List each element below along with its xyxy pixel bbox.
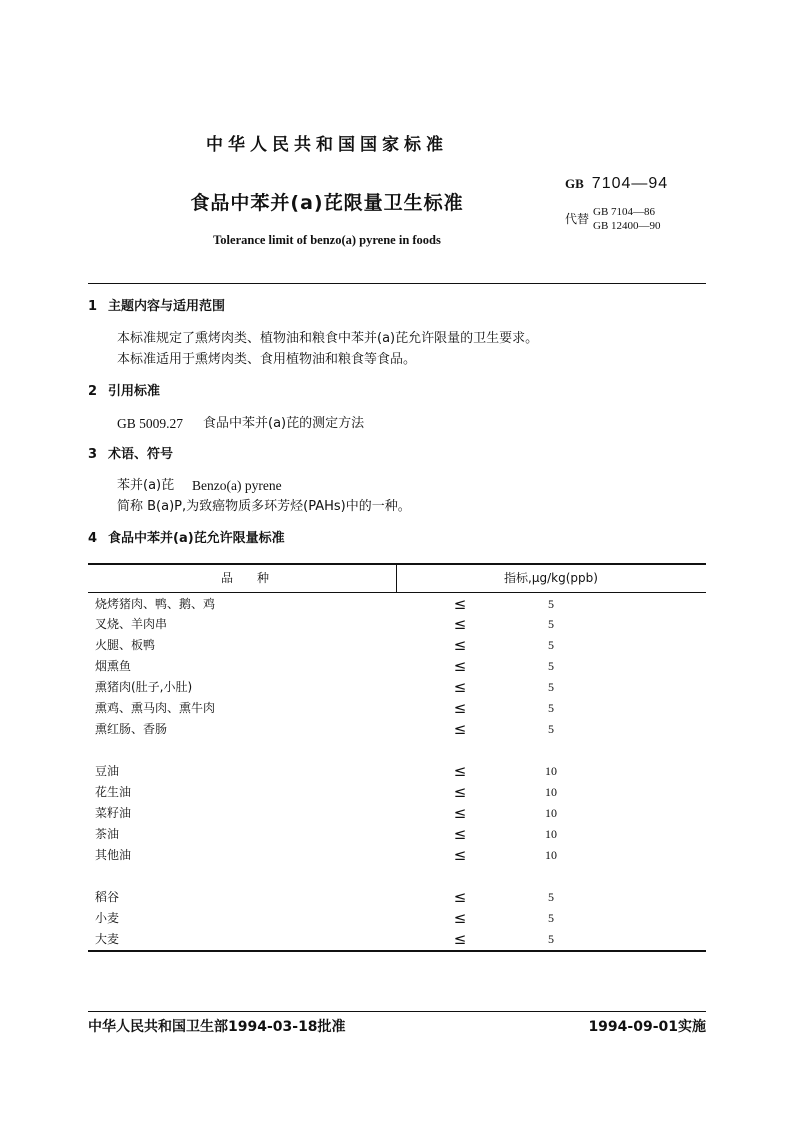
approval-date: 中华人民共和国卫生部1994-03-18批准: [88, 1019, 346, 1035]
section-number: 3: [88, 447, 98, 462]
section-number: 4: [88, 531, 98, 546]
table-row: [88, 678, 706, 696]
operator: ≤: [453, 783, 467, 801]
term-definition: 简称 B(a)P,为致癌物质多环芳烃(PAHs)中的一种。: [117, 499, 411, 514]
table-row: [88, 699, 706, 717]
replaces-label: 代替: [565, 212, 590, 226]
limit-value: 5: [548, 932, 554, 946]
section-number: 2: [88, 384, 98, 399]
paragraph: 本标准适用于熏烤肉类、食用植物油和粮食等食品。: [117, 352, 417, 367]
operator: ≤: [453, 825, 467, 843]
table-row: [88, 909, 706, 927]
item-name: 茶油: [95, 827, 120, 841]
item-name: 稻谷: [95, 890, 120, 904]
document-title-cn: 食品中苯并(a)芘限量卫生标准: [190, 192, 464, 214]
item-name: 菜籽油: [95, 806, 132, 820]
operator: ≤: [453, 699, 467, 717]
operator: ≤: [453, 846, 467, 864]
term-chinese: 苯并(a)芘: [117, 478, 175, 493]
item-name: 其他油: [95, 848, 132, 862]
table-row: [88, 657, 706, 675]
replaces-standard: GB 7104—86: [593, 206, 656, 218]
standard-code-prefix: GB: [565, 176, 584, 191]
national-standard-heading: 中华人民共和国国家标准: [206, 135, 448, 155]
limit-value: 5: [548, 722, 554, 736]
item-name: 豆油: [95, 764, 120, 778]
table-header-border: [88, 592, 706, 593]
limit-value: 10: [545, 764, 557, 778]
section-heading: 食品中苯并(a)芘允许限量标准: [108, 531, 285, 546]
item-name: 火腿、板鸭: [95, 638, 156, 652]
operator: ≤: [453, 762, 467, 780]
table-row: [88, 846, 706, 864]
limit-value: 10: [545, 806, 557, 820]
operator: ≤: [453, 615, 467, 633]
operator: ≤: [453, 888, 467, 906]
section-number: 1: [88, 299, 98, 314]
operator: ≤: [453, 909, 467, 927]
table-top-border: [88, 563, 706, 565]
item-name: 小麦: [95, 911, 120, 925]
table-column-divider: [396, 563, 397, 592]
table-row: [88, 783, 706, 801]
limit-value: 5: [548, 617, 554, 631]
operator: ≤: [453, 657, 467, 675]
reference-title: 食品中苯并(a)芘的测定方法: [203, 416, 365, 431]
operator: ≤: [453, 595, 467, 613]
item-name: 花生油: [95, 785, 132, 799]
item-name: 烧烤猪肉、鸭、鹅、鸡: [95, 597, 216, 611]
paragraph: 本标准规定了熏烤肉类、植物油和粮食中苯并(a)芘允许限量的卫生要求。: [117, 331, 539, 346]
operator: ≤: [453, 930, 467, 948]
table-row: [88, 595, 706, 613]
limit-value: 5: [548, 597, 554, 611]
limit-value: 5: [548, 701, 554, 715]
operator: ≤: [453, 678, 467, 696]
limit-value: 5: [548, 680, 554, 694]
table-row: [88, 930, 706, 948]
header-divider: [88, 283, 706, 284]
operator: ≤: [453, 636, 467, 654]
footer-divider: [88, 1011, 706, 1012]
standard-code-number: 7104—94: [591, 175, 669, 192]
limit-value: 5: [548, 638, 554, 652]
replaces-standard: GB 12400—90: [593, 220, 661, 232]
table-row: [88, 888, 706, 906]
document-title-en: Tolerance limit of benzo(a) pyrene in foods: [213, 233, 441, 247]
operator: ≤: [453, 804, 467, 822]
item-name: 大麦: [95, 932, 120, 946]
table-row: [88, 720, 706, 738]
item-name: 烟熏鱼: [95, 659, 132, 673]
item-name: 叉烧、羊肉串: [95, 617, 168, 631]
limit-value: 5: [548, 890, 554, 904]
section-heading: 术语、符号: [108, 447, 174, 462]
table-row: [88, 615, 706, 633]
section-heading: 主题内容与适用范围: [108, 299, 226, 314]
reference-code: GB 5009.27: [117, 416, 184, 431]
table-row: [88, 636, 706, 654]
table-row: [88, 762, 706, 780]
table-header-value: 指标,μg/kg(ppb): [504, 571, 598, 585]
limit-value: 5: [548, 911, 554, 925]
table-header-item: 品 种: [220, 571, 269, 585]
limit-value: 10: [545, 827, 557, 841]
item-name: 熏猪肉(肚子,小肚): [95, 680, 193, 694]
item-name: 熏红肠、香肠: [95, 722, 168, 736]
term-english: Benzo(a) pyrene: [192, 478, 282, 493]
effective-date: 1994-09-01实施: [588, 1019, 706, 1035]
operator: ≤: [453, 720, 467, 738]
limit-value: 10: [545, 785, 557, 799]
table-row: [88, 825, 706, 843]
table-row: [88, 804, 706, 822]
section-heading: 引用标准: [108, 384, 161, 399]
limit-value: 10: [545, 848, 557, 862]
table-bottom-border: [88, 950, 706, 952]
item-name: 熏鸡、熏马肉、熏牛肉: [95, 701, 216, 715]
limit-value: 5: [548, 659, 554, 673]
